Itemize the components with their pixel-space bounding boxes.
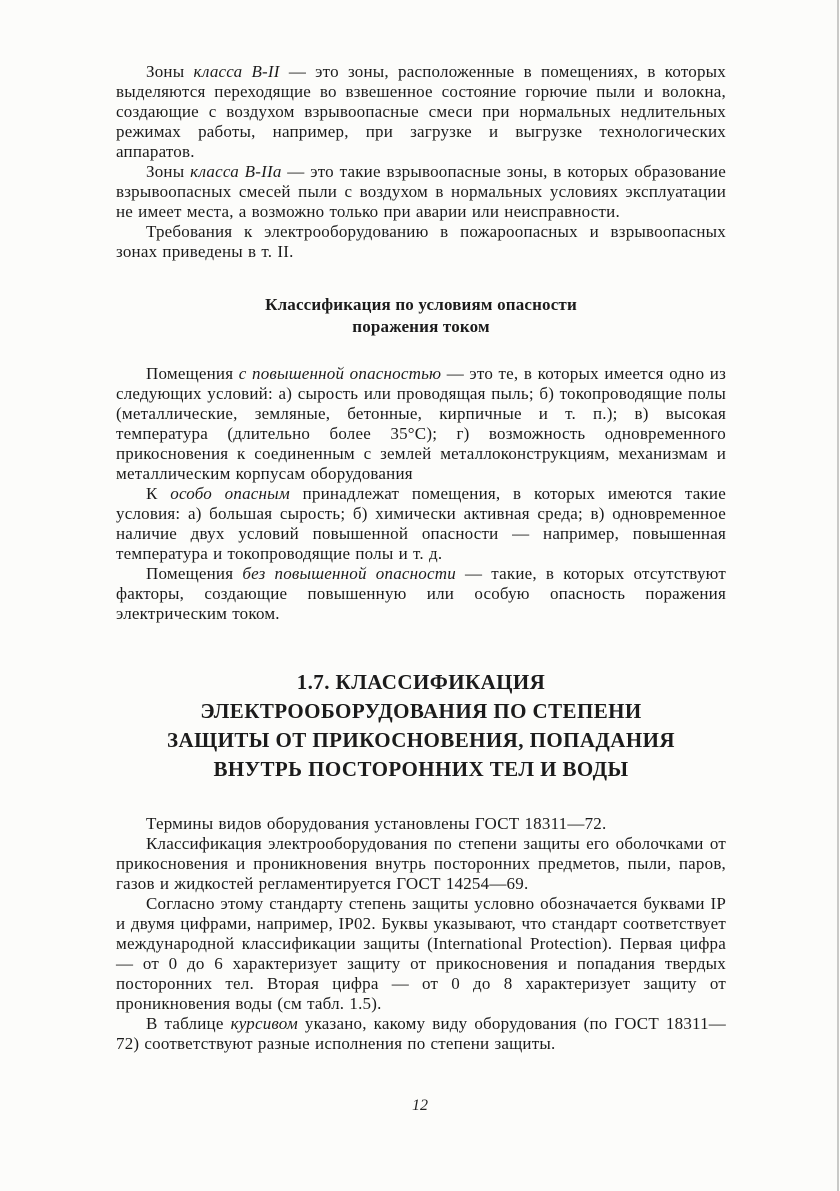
text-run: Помещения bbox=[146, 564, 243, 583]
section-heading-line: ЗАЩИТЫ ОТ ПРИКОСНОВЕНИЯ, ПОПАДАНИЯ bbox=[167, 728, 675, 752]
paragraph bbox=[116, 162, 726, 222]
text-run: Классификация электрооборудования по степени защиты его оболочками от прикосновения и проникновения внутрь посторонних предметов, пыли, паров, газов и жидкостей регламентируется ГОСТ 14254—69. bbox=[116, 834, 726, 893]
text-run: Согласно этому стандарту степень защиты условно обозначается буквами IP и двумя цифрами, например, IP02. Буквы указывают, что стандарт соответствует международной классификации защиты (International Protection). Первая цифра — от 0 до 6 характеризует защиту от прикосновения и попадания твердых посторонних тел. Вторая цифра — от 0 до 8 характеризует защиту от проникновения воды (см табл. 1.5). bbox=[116, 894, 726, 1013]
zones-paragraphs bbox=[116, 62, 726, 262]
text-run: Помещения bbox=[146, 364, 239, 383]
paragraph bbox=[116, 834, 726, 894]
danger-class-paragraphs bbox=[116, 364, 726, 624]
emphasis-text: особо опасным bbox=[170, 484, 290, 503]
section-heading bbox=[116, 668, 726, 784]
subsection-heading-line: поражения током bbox=[352, 317, 490, 336]
section-heading-line: ВНУТРЬ ПОСТОРОННИХ ТЕЛ И ВОДЫ bbox=[213, 757, 629, 781]
text-run: Зоны bbox=[146, 62, 194, 81]
paragraph bbox=[116, 62, 726, 162]
page-content bbox=[116, 62, 726, 1054]
text-run: — это зоны, расположенные в помещениях, в которых выделяются переходящие во взвешенное состояние горючие пыли и волокна, создающие с воздухом взрывоопасные смеси при нормальных недлительных режимах работы, например, при загрузке и выгрузке технологических аппаратов. bbox=[116, 62, 726, 161]
section-heading-line: 1.7. КЛАССИФИКАЦИЯ bbox=[296, 670, 546, 694]
emphasis-text: класса В-IIа bbox=[190, 162, 282, 181]
text-run: К bbox=[146, 484, 171, 503]
text-run: — такие, в которых отсутствуют факторы, создающие повышенную или особую опасность поражения электрическим током. bbox=[116, 564, 726, 623]
paragraph bbox=[116, 364, 726, 484]
text-run: Требования к электрооборудованию в пожароопасных и взрывоопасных зонах приведены в т. II. bbox=[116, 222, 726, 261]
text-run: В таблице bbox=[146, 1014, 231, 1033]
text-run: Термины видов оборудования установлены ГОСТ 18311—72. bbox=[146, 814, 607, 833]
scan-edge-artifact bbox=[837, 0, 839, 1191]
emphasis-text: курсивом bbox=[230, 1014, 298, 1033]
paragraph bbox=[116, 484, 726, 564]
emphasis-text: без повышенной опасности bbox=[242, 564, 456, 583]
page-number: 12 bbox=[412, 1097, 428, 1114]
text-run: указано, какому виду оборудования (по ГОСТ 18311—72) соответствуют разные исполнения по степени защиты. bbox=[116, 1014, 727, 1053]
paragraph bbox=[116, 222, 726, 262]
text-run: принадлежат помещения, в которых имеются такие условия: а) большая сырость; б) химически активная среда; в) одновременное наличие двух условий повышенной опасности — например, повышенная температура и токопроводящие полы и т. д. bbox=[116, 484, 726, 563]
paragraph bbox=[116, 894, 726, 1014]
paragraph bbox=[116, 814, 726, 834]
paragraph bbox=[116, 1014, 726, 1054]
subsection-heading-line: Классификация по условиям опасности bbox=[265, 295, 577, 314]
text-run: Зоны bbox=[146, 162, 191, 181]
paragraph bbox=[116, 564, 726, 624]
subsection-heading bbox=[116, 294, 726, 338]
emphasis-text: с повышенной опасностью bbox=[238, 364, 442, 383]
section-heading-line: ЭЛЕКТРООБОРУДОВАНИЯ ПО СТЕПЕНИ bbox=[200, 699, 642, 723]
emphasis-text: класса В-II bbox=[193, 62, 280, 81]
text-run: — это те, в которых имеется одно из следующих условий: а) сырость или проводящая пыль; б) токопроводящие полы (металлические, земляные, бетонные, кирпичные и т. п.); в) высокая температура (длительно более 35°С); г) возможность одновременного прикосновения к соединенным с землей металлоконструкциям, механизмам и металлическим корпусам оборудования bbox=[116, 364, 726, 483]
protection-paragraphs bbox=[116, 814, 726, 1054]
text-run: — это такие взрывоопасные зоны, в которых образование взрывоопасных смесей пыли с воздухом в нормальных условиях эксплуатации не имеет места, а возможно только при аварии или неисправности. bbox=[116, 162, 726, 221]
